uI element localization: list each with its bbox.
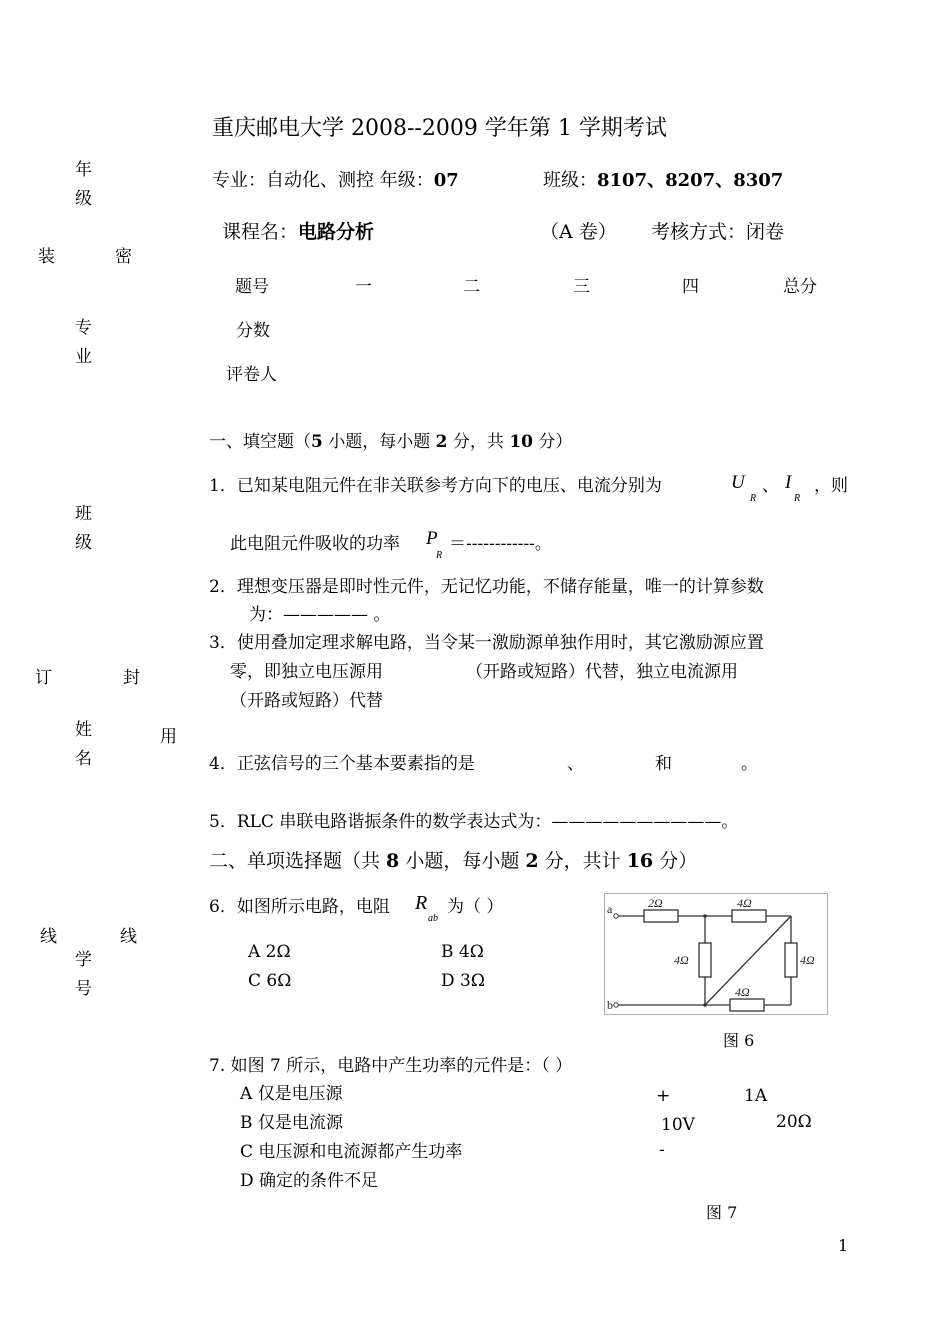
- q6-R-symbol: R: [415, 892, 428, 914]
- fig6-node-b: b: [607, 998, 613, 1012]
- exam-title: 重庆邮电大学 2008--2009 学年第 1 学期考试: [212, 116, 667, 141]
- exam-mode-value: 闭卷: [746, 221, 785, 243]
- course-label: 课程名：: [222, 221, 299, 243]
- fig6-label-top-right: 4Ω: [737, 896, 752, 910]
- margin-xian-2: 线: [120, 927, 137, 947]
- fig7-resistor: 20Ω: [776, 1112, 812, 1132]
- q4-sep1: 、: [567, 754, 584, 774]
- score-col-number: 题号: [235, 277, 269, 297]
- q1-line-a: 1．已知某电阻元件在非关联参考方向下的电压、电流分别为: [209, 476, 662, 496]
- q7-option-d: D 确定的条件不足: [240, 1171, 379, 1191]
- fig7-voltage: 10V: [661, 1115, 695, 1135]
- figure-6-caption: 图 6: [723, 1031, 755, 1050]
- q7-option-c: C 电压源和电流源都产生功率: [240, 1142, 463, 1162]
- score-col-2: 二: [463, 277, 480, 297]
- s1-h-each: 2: [435, 432, 448, 452]
- q6-option-a: A 2Ω: [248, 942, 291, 962]
- fig6-node-a: a: [607, 902, 613, 916]
- grade-value: 07: [433, 170, 459, 191]
- q1-P-symbol: P: [426, 528, 438, 549]
- fig6-label-right: 4Ω: [800, 953, 815, 967]
- fig6-label-bottom: 4Ω: [735, 985, 750, 999]
- s2-h-mid: 小题，每小题: [399, 850, 526, 872]
- score-col-total: 总分: [783, 277, 817, 297]
- q1-then: ，则: [814, 476, 848, 496]
- s2-h-mid2: 分，共计: [538, 850, 627, 872]
- margin-name-2: 名: [75, 749, 92, 769]
- q1-U-subscript: R: [750, 493, 757, 504]
- score-col-4: 四: [682, 277, 699, 297]
- figure-7-caption: 图 7: [706, 1203, 738, 1222]
- margin-class-1: 班: [75, 504, 92, 524]
- q6-option-d: D 3Ω: [441, 971, 485, 991]
- score-col-3: 三: [573, 277, 590, 297]
- s1-h-mid2: 分，共: [447, 432, 510, 452]
- margin-class-2: 级: [75, 533, 92, 553]
- q4-end: 。: [741, 754, 758, 774]
- q4-sep2: 和: [655, 754, 672, 774]
- fig6-resistor-top-left: [644, 910, 678, 922]
- s1-h-end: 分）: [532, 432, 573, 452]
- fig7-minus: -: [659, 1140, 665, 1160]
- margin-mi: 密: [115, 247, 132, 267]
- q4-line: 4．正弦信号的三个基本要素指的是: [209, 754, 475, 774]
- s2-h-each: 2: [525, 850, 539, 872]
- fig6-resistor-bottom: [730, 999, 764, 1011]
- exam-mode-label: 考核方式：: [651, 221, 747, 243]
- margin-major-1: 专: [75, 318, 92, 338]
- section1-heading: [209, 432, 572, 452]
- q6-stem: 6．如图所示电路，电阻: [209, 897, 390, 917]
- s2-h-pre: 二、单项选择题（共: [209, 850, 387, 872]
- margin-id-1: 学: [75, 950, 92, 970]
- margin-grade-2: 级: [75, 189, 92, 209]
- fig6-resistor-right: [785, 943, 797, 977]
- q6-option-b: B 4Ω: [441, 942, 484, 962]
- q3-line-a: 3．使用叠加定理求解电路，当令某一激励源单独作用时，其它激励源应置: [209, 633, 764, 653]
- margin-feng: 封: [123, 668, 140, 688]
- major-grade-line: [212, 170, 459, 192]
- paper-type: （A 卷）: [540, 221, 617, 243]
- margin-xian-1: 线: [40, 927, 57, 947]
- q1-U-symbol: U: [731, 472, 745, 493]
- score-col-1: 一: [355, 277, 372, 297]
- exam-mode: [651, 221, 784, 244]
- q6-end: 为（ ）: [447, 897, 504, 917]
- s2-h-n: 8: [386, 850, 400, 872]
- q1-separator: 、: [762, 476, 779, 496]
- s2-h-end: 分）: [653, 850, 698, 872]
- q5-line: 5．RLC 串联电路谐振条件的数学表达式为：——————————。: [209, 812, 739, 832]
- q7-option-b: B 仅是电流源: [240, 1113, 343, 1133]
- class-label: 班级：: [543, 170, 597, 191]
- q6-R-subscript: ab: [428, 913, 438, 924]
- figure-6-circuit: [604, 893, 828, 1015]
- margin-id-2: 号: [75, 979, 92, 999]
- q3-line-b2: （开路或短路）代替，独立电流源用: [466, 662, 738, 682]
- course-name: 电路分析: [298, 221, 375, 243]
- q1-I-subscript: R: [794, 493, 801, 504]
- q2-line-b: 为：————— 。: [249, 605, 391, 625]
- class-line: [543, 170, 783, 192]
- s1-h-total: 10: [509, 432, 533, 452]
- q3-line-c: （开路或短路）代替: [230, 691, 383, 711]
- page-number: 1: [838, 1236, 849, 1255]
- q2-line-a: 2．理想变压器是即时性元件，无记忆功能，不储存能量，唯一的计算参数: [209, 577, 764, 597]
- margin-yong: 用: [160, 727, 177, 747]
- q1-I-symbol: I: [785, 472, 792, 493]
- q1-P-subscript: R: [436, 550, 443, 561]
- major-prefix: 专业：自动化、测控 年级：: [212, 170, 434, 191]
- margin-zhuang: 装: [38, 247, 55, 267]
- s1-h-mid: 小题，每小题: [322, 432, 436, 452]
- margin-ding: 订: [35, 668, 52, 688]
- course-line: [222, 221, 374, 244]
- margin-grade-1: 年: [75, 160, 92, 180]
- fig6-resistor-top-right: [732, 910, 766, 922]
- margin-name-1: 姓: [75, 720, 92, 740]
- s1-h-n: 5: [311, 432, 323, 452]
- section2-heading: [209, 850, 697, 873]
- fig7-current: 1A: [744, 1086, 768, 1106]
- q1-line-b-end: ＝------------。: [449, 534, 552, 554]
- class-value: 8107、8207、8307: [597, 170, 784, 191]
- fig6-resistor-middle: [699, 943, 711, 977]
- q1-line-b: 此电阻元件吸收的功率: [230, 534, 400, 554]
- q3-line-b1: 零，即独立电压源用: [230, 662, 383, 682]
- q6-option-c: C 6Ω: [248, 971, 292, 991]
- fig6-label-middle: 4Ω: [674, 953, 689, 967]
- q7-stem: 7. 如图 7 所示，电路中产生功率的元件是：（ ）: [209, 1056, 573, 1076]
- fig7-plus: +: [656, 1086, 671, 1106]
- s2-h-total: 16: [626, 850, 654, 872]
- score-row-score: 分数: [236, 321, 270, 341]
- margin-major-2: 业: [75, 347, 92, 367]
- fig6-label-top-left: 2Ω: [648, 896, 663, 910]
- q7-option-a: A 仅是电压源: [240, 1084, 343, 1104]
- s1-h-pre: 一、填空题（: [209, 432, 311, 452]
- score-row-grader: 评卷人: [226, 365, 277, 385]
